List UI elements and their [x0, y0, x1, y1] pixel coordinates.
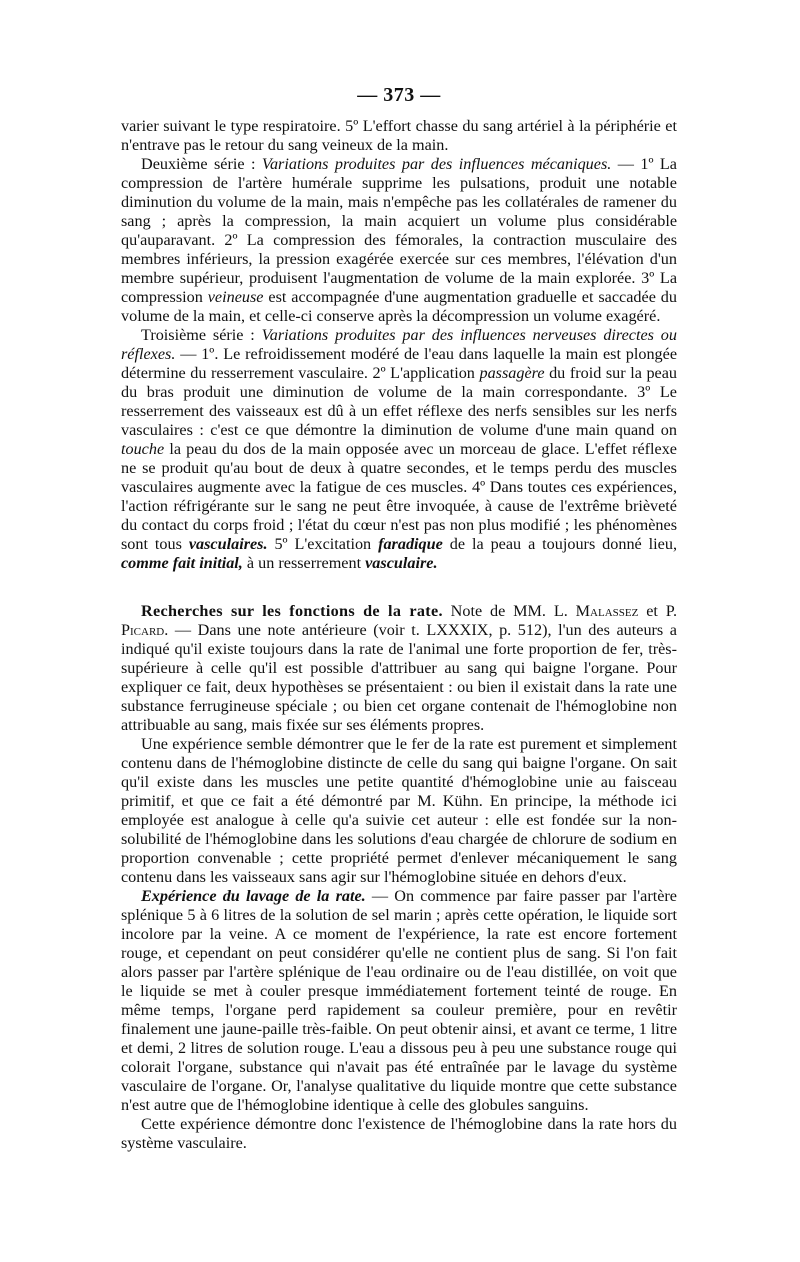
- italic-term: veineuse: [207, 288, 264, 306]
- text-run: varier suivant le type respiratoire. 5º L'effort chasse du sang artériel à la périphérie et n'entrave pas le retour du sang veineux de la main.: [121, 117, 677, 154]
- italic-term: vasculaires.: [188, 535, 268, 553]
- page-number: — 373 —: [357, 84, 441, 106]
- series-label: Deuxième série :: [141, 155, 262, 173]
- text-run: la peau du dos de la main opposée avec un morceau de glace. L'effet réflexe ne se produit qu'au bout de deux à quatre secondes, et le temps perdu des muscles vasculaires augmente avec la fatigue de ces muscles. 4º Dans toutes ces expériences, l'action réfrigérante sur le sang ne peut être invoquée, à cause de l'extrême brièveté du contact du corps froid ; l'état du cœur n'est pas non plus modifié ; les phénomènes sont tous: [121, 440, 677, 553]
- text-run: . — Dans une note antérieure (voir t. LXXXIX, p. 512), l'un des auteurs a indiqué qu'il existe toujours dans la rate de l'animal une forte proportion de fer, très-supérieure à celle qu'il est possible d'attribuer au sang qui baigne l'organe. Pour expliquer ce fait, deux hypothèses se présentaient : ou bien il existait dans la rate une substance ferrugineuse spéciale ; ou bien cet organe contenait de l'hémoglobine non attribuable au sang, mais fixée sur ses éléments propres.: [121, 621, 677, 734]
- paragraph-experiment-claim: [121, 735, 677, 887]
- italic-term: comme fait initial,: [121, 554, 243, 572]
- text-run: Note de MM. L.: [442, 602, 576, 620]
- italic-term: faradique: [378, 535, 443, 553]
- italic-term: passagère: [479, 364, 545, 382]
- text-run: — On commence par faire passer par l'artère splénique 5 à 6 litres de la solution de sel marin ; après cette opération, le liquide sort incolore par la veine. A ce moment de l'expérience, la rate est encore fortement rouge, et cependant on peut considérer qu'elle ne contient plus de sang. Si l'on fait alors passer par l'artère splénique de l'eau ordinaire ou de l'eau distillée, on voit que le liquide se met à couler presque immédiatement fortement teinté de rouge. En même temps, l'organe perd rapidement sa couleur première, pour en revêtir finalement une jaune-paille très-faible. On peut obtenir ainsi, et avant ce terme, 1 litre et demi, 2 litres de solution rouge. L'eau a dissous peu à peu une substance rouge qui colorait l'organe, substance qui n'avait pas été entraînée par le lavage du système vasculaire de l'organe. Or, l'analyse qualitative du liquide montre que cette substance n'est autre que de l'hémoglobine identique à celle des globules sanguins.: [121, 887, 677, 1114]
- author-name: Picard: [121, 621, 165, 639]
- section-heading: Recherches sur les fonctions de la rate.: [141, 602, 443, 620]
- text-run: à un resserrement: [242, 554, 366, 572]
- text-run: — 1º La compression de l'artère humérale supprime les pulsations, produit une notable diminution du volume de la main, mais n'empêche pas les collatérales de ramener du sang ; après la compression, la main acquiert un volume plus considérable qu'auparavant. 2º La compression des fémorales, la contraction musculaire des membres inférieurs, la pression exagérée exercée sur ces membres, l'élévation d'un membre supérieur, produisent l'augmentation de volume de la main explorée. 3º La compression: [121, 155, 677, 306]
- text-run: de la peau a toujours donné lieu,: [442, 535, 677, 553]
- experiment-title: Expérience du lavage de la rate.: [141, 887, 366, 905]
- text-run: et P.: [638, 602, 678, 620]
- series-label: Troisième série :: [141, 326, 262, 344]
- paragraph-respiration: [121, 117, 677, 155]
- text-run: Une expérience semble démontrer que le fer de la rate est purement et simplement contenu dans de l'hémoglobine distincte de celle du sang qui baigne l'organe. On sait qu'il existe dans les muscles une petite quantité d'hémoglobine unie au faisceau primitif, et que ce fait a été démontré par M. Kühn. En principe, la méthode ici employée est analogue à celle qu'a suivie cet auteur : elle est fondée sur la non-solubilité de l'hémoglobine dans les solutions d'eau chargée de chlorure de sodium en proportion convenable ; cette propriété permet d'enlever mécaniquement le sang contenu dans les vaisseaux sans agir sur l'hémoglobine située en dehors d'eux.: [121, 735, 677, 886]
- series-title: Variations produites par des influences nerveuses directes ou réflexes.: [121, 326, 677, 363]
- text-run: Cette expérience démontre donc l'existence de l'hémoglobine dans la rate hors du système vasculaire.: [121, 1115, 677, 1152]
- page-body: [121, 86, 677, 1153]
- series-title: Variations produites par des influences mécaniques.: [261, 155, 612, 173]
- italic-term: vasculaire.: [365, 554, 438, 572]
- paragraph-conclusion: [121, 1115, 677, 1153]
- italic-term: touche: [121, 440, 165, 458]
- paragraph-spleen-intro: [121, 602, 677, 735]
- paragraph-washing-experiment: [121, 887, 677, 1115]
- paragraph-second-series: [121, 155, 677, 326]
- text-run: 5º L'excitation: [267, 535, 379, 553]
- section-spacer: [121, 573, 677, 602]
- paragraph-third-series: [121, 326, 677, 573]
- text-run: du froid sur la peau du bras produit une diminution de volume de la main correspondante. 3º Le resserrement des vaisseaux est dû à un effet réflexe des nerfs sensibles sur les nerfs vasculaires : c'est ce que démontre la diminution de volume d'une main quand on: [121, 364, 677, 439]
- text-run: est accompagnée d'une augmentation graduelle et saccadée du volume de la main, et celle-ci conserve après la décompression un volume exagéré.: [121, 288, 677, 325]
- author-name: Malassez: [575, 602, 639, 620]
- text-run: — 1º. Le refroidissement modéré de l'eau dans laquelle la main est plongée détermine du resserrement vasculaire. 2º L'application: [121, 345, 677, 382]
